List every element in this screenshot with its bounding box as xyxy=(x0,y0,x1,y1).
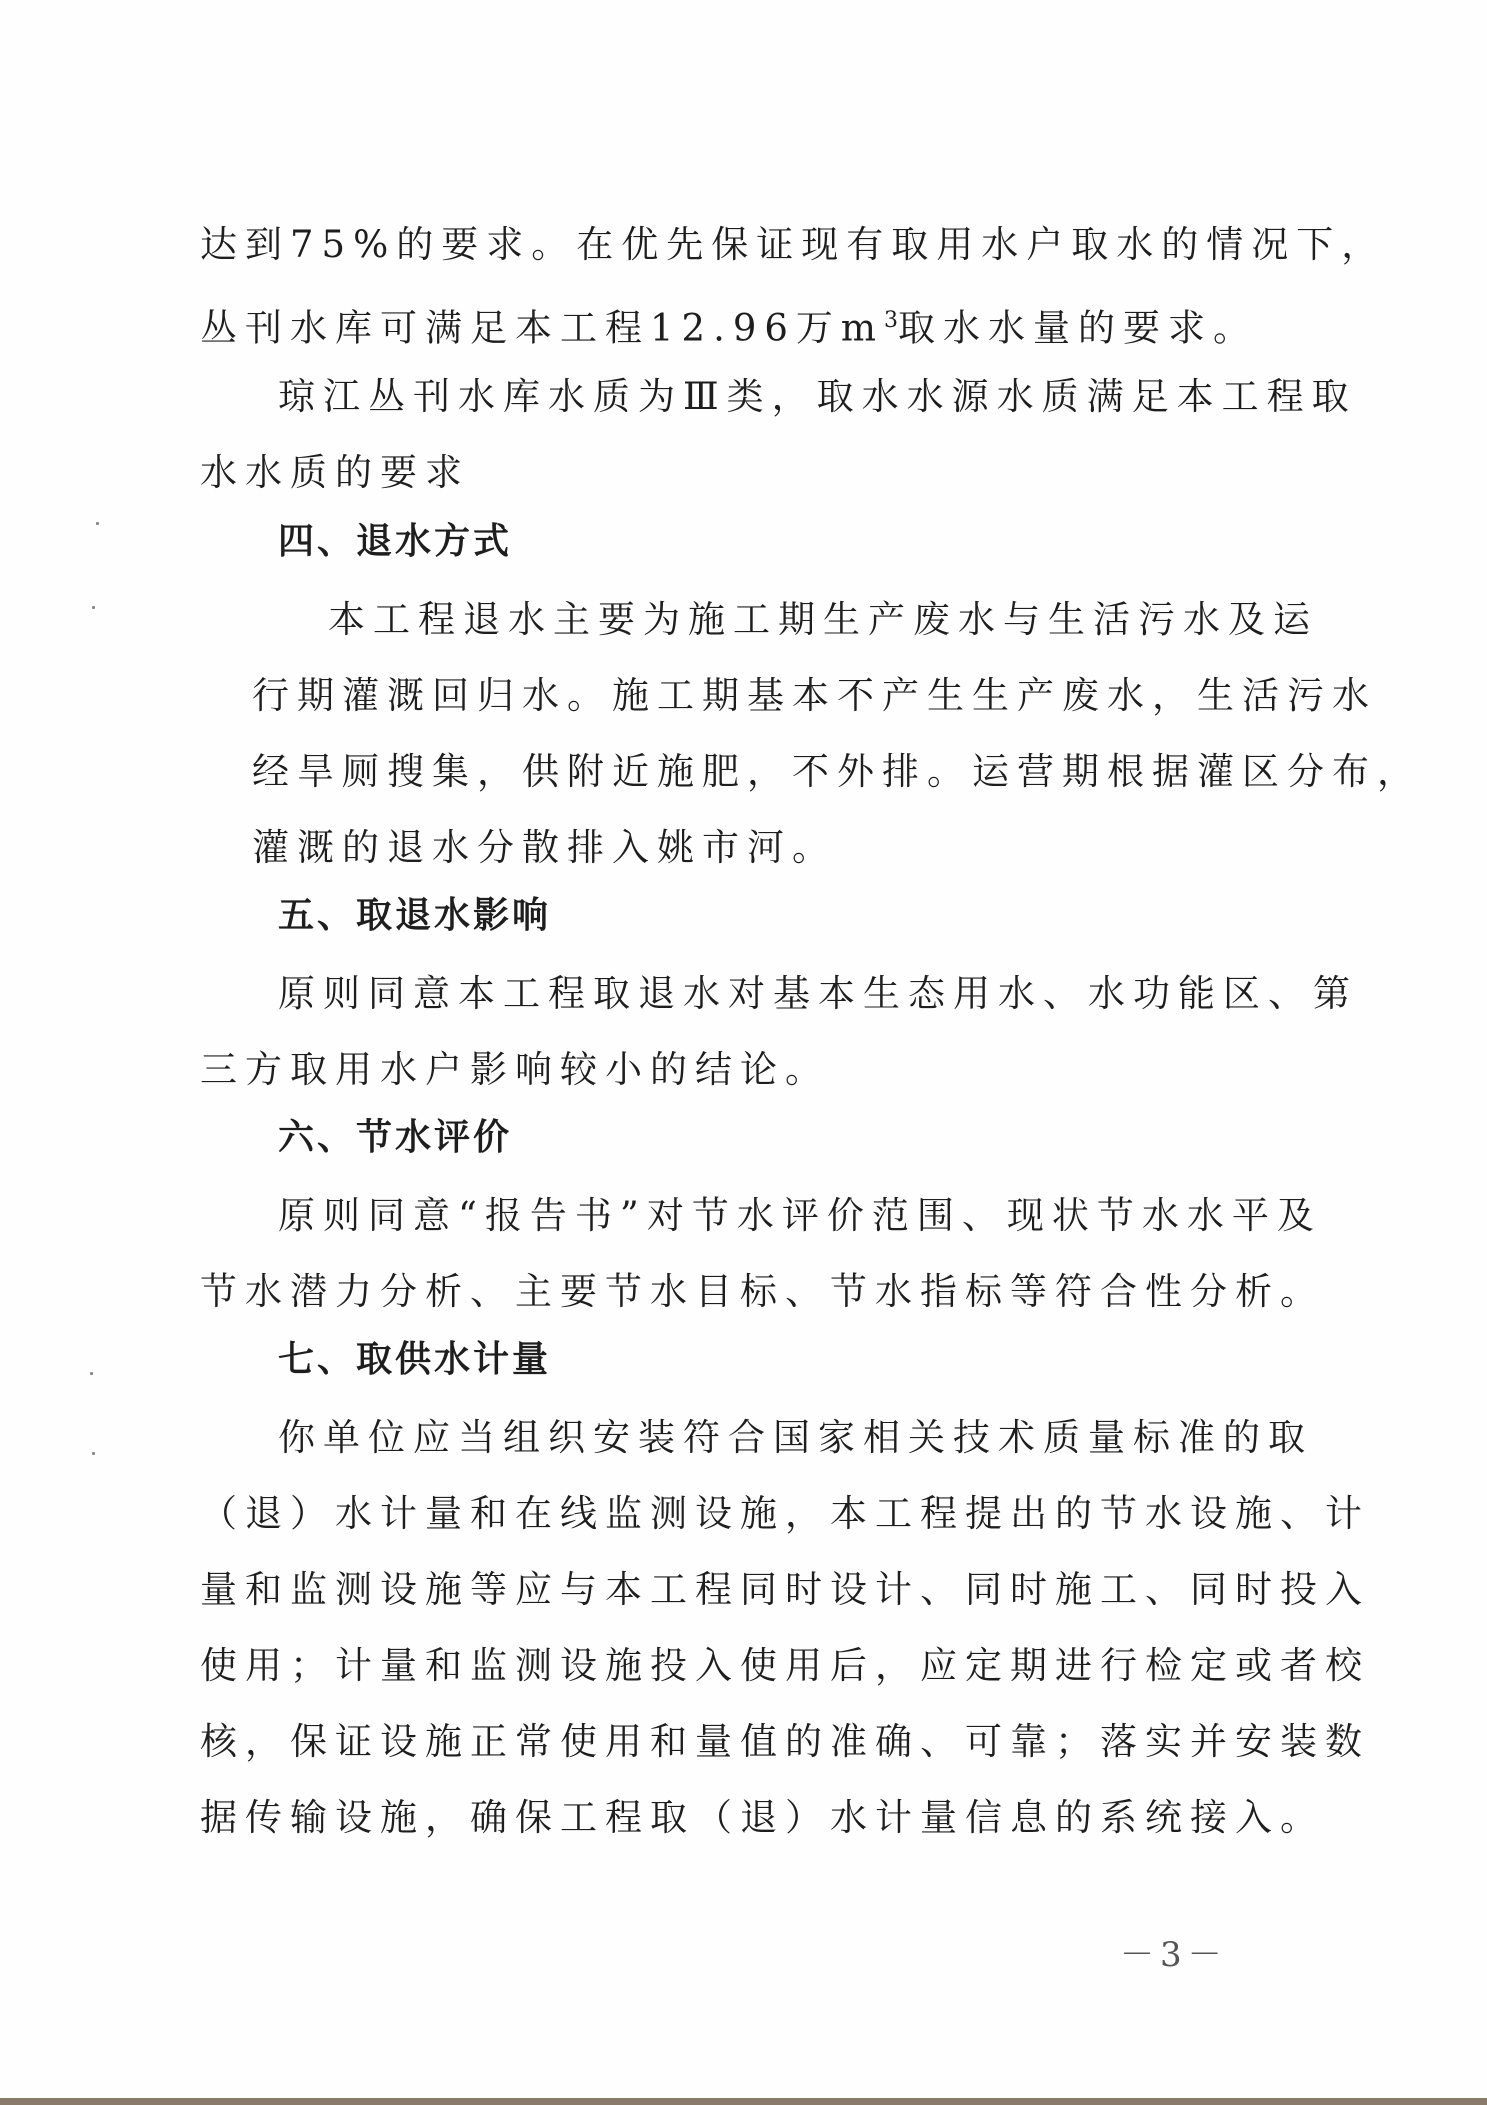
paragraph-line: 据传输设施，确保工程取（退）水计量信息的系统接入。 xyxy=(200,1796,1325,1839)
scan-speck xyxy=(96,522,99,525)
paragraph-line: 经旱厕搜集，供附近施肥，不外排。运营期根据灌区分布， xyxy=(252,750,1422,793)
scan-bottom-edge xyxy=(0,2098,1487,2105)
paragraph-line: 达到75%的要求。在优先保证现有取用水户取水的情况下， xyxy=(200,223,1387,266)
scan-speck xyxy=(92,606,95,609)
paragraph-line: 行期灌溉回归水。施工期基本不产生生产废水，生活污水 xyxy=(252,674,1377,717)
paragraph-line: （退）水计量和在线监测设施，本工程提出的节水设施、计 xyxy=(200,1492,1370,1535)
page-number: －3－ xyxy=(1120,1935,1228,1975)
paragraph-line: 灌溉的退水分散排入姚市河。 xyxy=(252,826,837,869)
section-heading: 七、取供水计量 xyxy=(278,1339,552,1380)
section-heading: 四、退水方式 xyxy=(278,521,513,562)
paragraph-line: 本工程退水主要为施工期生产废水与生活污水及运 xyxy=(328,598,1318,641)
scan-speck xyxy=(90,1372,93,1375)
scan-speck xyxy=(92,1452,95,1455)
paragraph-line: 原则同意“报告书”对节水评价范围、现状节水水平及 xyxy=(278,1194,1322,1237)
paragraph-line xyxy=(200,296,1258,353)
paragraph-line: 琼江丛刊水库水质为Ⅲ类，取水水源水质满足本工程取 xyxy=(278,375,1357,418)
section-heading: 六、节水评价 xyxy=(278,1117,513,1158)
text-fragment: 丛刊水库可满足本工程12.96万m xyxy=(200,306,885,350)
paragraph-line: 三方取用水户影响较小的结论。 xyxy=(200,1048,830,1091)
text-fragment: 取水水量的要求。 xyxy=(898,306,1259,350)
paragraph-line: 节水潜力分析、主要节水目标、节水指标等符合性分析。 xyxy=(200,1270,1325,1313)
paragraph-line: 水水质的要求 xyxy=(200,451,470,494)
superscript: 3 xyxy=(884,308,899,333)
paragraph-line: 原则同意本工程取退水对基本生态用水、水功能区、第 xyxy=(278,972,1358,1015)
section-heading: 五、取退水影响 xyxy=(278,895,552,936)
paragraph-line: 核，保证设施正常使用和量值的准确、可靠；落实并安装数 xyxy=(200,1720,1370,1763)
paragraph-line: 量和监测设施等应与本工程同时设计、同时施工、同时投入 xyxy=(200,1568,1370,1611)
paragraph-line: 你单位应当组织安装符合国家相关技术质量标准的取 xyxy=(278,1416,1313,1459)
paragraph-line: 使用；计量和监测设施投入使用后，应定期进行检定或者校 xyxy=(200,1644,1370,1687)
